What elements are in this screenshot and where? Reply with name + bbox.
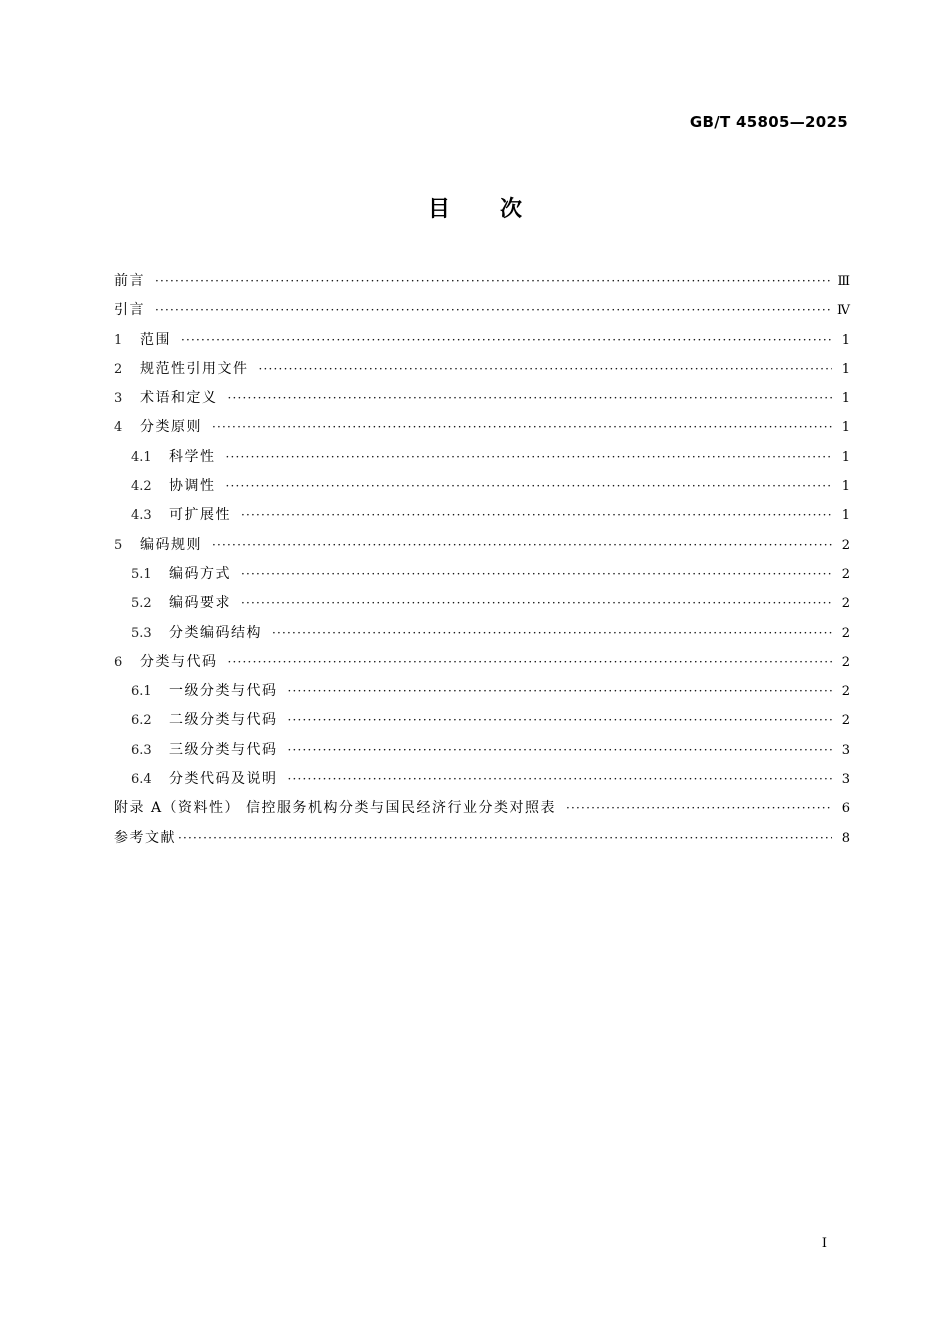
toc-entry-label: 前言 [114, 273, 145, 289]
dot-leader [288, 684, 833, 698]
toc-entry-page: 2 [841, 713, 850, 729]
dot-leader [212, 420, 832, 434]
table-of-contents [114, 270, 850, 856]
toc-entry-page: 2 [841, 537, 850, 553]
toc-entry-label: 范围 [140, 331, 171, 348]
toc-entry-label: 编码规则 [140, 536, 202, 553]
toc-entry-number: 1 [114, 332, 123, 348]
toc-entry-label: 可扩展性 [169, 507, 231, 524]
toc-entry[interactable] [114, 446, 850, 475]
toc-entry-number: 6.4 [131, 772, 152, 788]
page-title: 目次 [427, 197, 572, 222]
toc-entry[interactable] [114, 709, 850, 738]
toc-entry[interactable] [114, 622, 850, 651]
toc-entry-label: 三级分类与代码 [169, 741, 278, 758]
dot-leader [228, 391, 833, 405]
dot-leader [288, 743, 833, 757]
toc-entry-page: 2 [841, 596, 850, 612]
toc-entry[interactable] [114, 358, 850, 387]
toc-entry-page: 1 [841, 391, 850, 407]
toc-entry[interactable] [114, 387, 850, 416]
toc-entry[interactable] [114, 651, 850, 680]
toc-entry-page: 6 [841, 801, 850, 817]
dot-leader [566, 801, 832, 815]
toc-entry-label: 编码方式 [169, 565, 231, 582]
toc-entry[interactable] [114, 768, 850, 797]
toc-entry-page: 2 [841, 625, 850, 641]
standard-code: GB/T 45805—2025 [689, 113, 848, 131]
dot-leader [228, 655, 833, 669]
dot-leader [272, 626, 832, 640]
toc-entry[interactable] [114, 797, 850, 826]
toc-entry-label: 二级分类与代码 [169, 712, 278, 729]
dot-leader [155, 303, 831, 317]
toc-entry-label: 分类原则 [140, 419, 202, 436]
toc-entry-page: 8 [841, 830, 850, 846]
toc-entry-number: 4.2 [131, 479, 152, 495]
toc-entry[interactable] [114, 680, 850, 709]
toc-entry-page: 1 [841, 508, 850, 524]
toc-entry-number: 5.3 [131, 625, 152, 641]
dot-leader [181, 333, 832, 347]
toc-entry-label: 一级分类与代码 [169, 683, 278, 700]
toc-entry[interactable] [114, 534, 850, 563]
toc-entry-number: 4 [114, 420, 123, 436]
dot-leader [212, 538, 832, 552]
toc-entry-label: 分类与代码 [140, 653, 218, 670]
toc-entry-page: 1 [841, 332, 850, 348]
toc-entry[interactable] [114, 592, 850, 621]
toc-entry-label: 协调性 [169, 478, 216, 495]
toc-entry[interactable] [114, 416, 850, 445]
toc-entry[interactable] [114, 563, 850, 592]
toc-entry[interactable] [114, 299, 850, 328]
toc-entry-page: 2 [841, 654, 850, 670]
toc-entry-number: 6.2 [131, 713, 152, 729]
dot-leader [226, 450, 833, 464]
toc-entry-label: 术语和定义 [140, 390, 218, 407]
toc-entry-page: 3 [841, 772, 850, 788]
toc-entry-number: 3 [114, 391, 123, 407]
toc-entry-label: 分类代码及说明 [169, 771, 278, 788]
toc-entry[interactable] [114, 270, 850, 299]
toc-entry-page: Ⅳ [837, 303, 850, 319]
toc-entry-number: 5.2 [131, 596, 152, 612]
page-number: I [821, 1236, 827, 1251]
toc-entry-number: 6.3 [131, 742, 152, 758]
dot-leader [241, 508, 832, 522]
toc-entry-label: 规范性引用文件 [140, 360, 249, 377]
dot-leader [155, 274, 831, 288]
toc-entry[interactable] [114, 329, 850, 358]
toc-entry-number: 5.1 [131, 566, 152, 582]
dot-leader [259, 362, 833, 376]
toc-entry-number: 4.1 [131, 449, 152, 465]
toc-entry-page: 1 [841, 420, 850, 436]
toc-entry-page: 1 [841, 361, 850, 377]
toc-entry-number: 5 [114, 537, 123, 553]
toc-entry-number: 2 [114, 361, 123, 377]
dot-leader [288, 772, 833, 786]
dot-leader [288, 713, 833, 727]
toc-entry-number: 6.1 [131, 684, 152, 700]
toc-entry-label: 引言 [114, 302, 145, 319]
toc-entry-page: 3 [841, 742, 850, 758]
dot-leader [226, 479, 833, 493]
toc-entry-label: 编码要求 [169, 595, 231, 612]
toc-entry-page: 1 [841, 449, 850, 465]
toc-entry[interactable] [114, 504, 850, 533]
toc-entry-page: 1 [841, 479, 850, 495]
toc-entry[interactable] [114, 739, 850, 768]
toc-entry-number: 6 [114, 654, 123, 670]
dot-leader [241, 596, 832, 610]
toc-entry-label: 科学性 [169, 448, 216, 465]
toc-entry-label: 分类编码结构 [169, 624, 262, 641]
toc-entry-page: 2 [841, 566, 850, 582]
toc-entry[interactable] [114, 475, 850, 504]
toc-entry-page: 2 [841, 684, 850, 700]
toc-entry-label: 附录 A（资料性） 信控服务机构分类与国民经济行业分类对照表 [114, 800, 557, 817]
toc-entry-page: Ⅲ [837, 274, 850, 289]
dot-leader [178, 831, 832, 845]
toc-entry-label: 参考文献 [114, 829, 176, 846]
toc-entry[interactable] [114, 827, 850, 856]
dot-leader [241, 567, 832, 581]
toc-entry-number: 4.3 [131, 508, 152, 524]
